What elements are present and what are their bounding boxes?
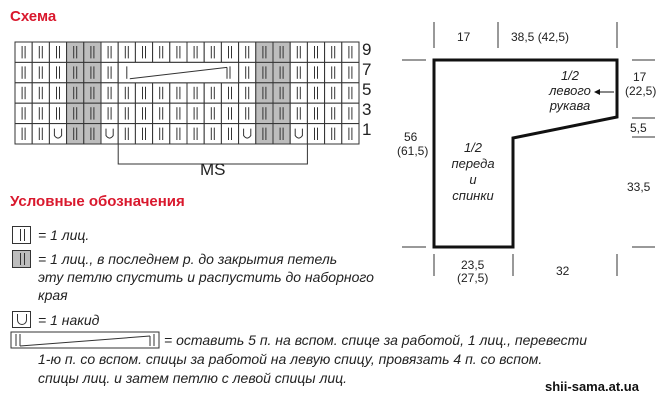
body-label-line: переда bbox=[451, 156, 495, 171]
ms-label: MS bbox=[200, 160, 226, 179]
scheme-title: Схема bbox=[10, 8, 57, 25]
row-number: 7 bbox=[362, 60, 372, 79]
dim-top-left: 17 bbox=[457, 30, 471, 44]
row-number: 1 bbox=[362, 120, 372, 139]
legend-item-yarn-over: = 1 накид bbox=[38, 312, 100, 328]
row-number: 9 bbox=[362, 40, 372, 59]
sleeve-label-line: рукава bbox=[549, 98, 591, 113]
dim-bottom-left: 23,5 bbox=[461, 258, 485, 272]
dim-right-top: 17 bbox=[633, 70, 647, 84]
legend-item-dropped-line1: = 1 лиц., в последнем р. до закрытия петель bbox=[38, 251, 338, 267]
body-label-line: и bbox=[469, 172, 477, 187]
legend-item-cable-line2: 1-ю п. со вспом. спицы за работой на левую спицу, провязать 4 п. со вспом. bbox=[38, 351, 543, 367]
legend-item-dropped-line2: эту петлю спустить и распустить до наборного bbox=[38, 269, 374, 285]
body-label-line: спинки bbox=[452, 188, 494, 203]
legend-item-dropped-line3: края bbox=[38, 287, 68, 303]
sleeve-label-line: 1/2 bbox=[560, 68, 580, 83]
dim-left-height2: (61,5) bbox=[397, 144, 429, 158]
dim-bottom-right: 32 bbox=[556, 264, 570, 278]
legend-title: Условные обозначения bbox=[10, 193, 185, 210]
dim-bottom-left2: (27,5) bbox=[457, 271, 489, 285]
dim-right-top2: (22,5) bbox=[625, 84, 657, 98]
legend-item-cable-line3: спицы лиц. и затем петлю с левой спицы лиц. bbox=[38, 370, 348, 386]
sleeve-label-line: левого bbox=[549, 83, 591, 98]
dim-right-bottom: 33,5 bbox=[627, 180, 651, 194]
row-number: 3 bbox=[362, 100, 372, 119]
watermark: shii-sama.at.ua bbox=[545, 379, 639, 394]
legend-item-cable-line1: = оставить 5 п. на вспом. спице за работой, 1 лиц., перевести bbox=[164, 332, 588, 348]
row-number: 5 bbox=[362, 80, 372, 99]
body-label bbox=[442, 140, 504, 204]
dim-top-right: 38,5 (42,5) bbox=[511, 30, 570, 44]
body-label-line: 1/2 bbox=[463, 140, 483, 155]
dim-left-height: 56 bbox=[404, 130, 418, 144]
dim-right-mid: 5,5 bbox=[630, 121, 647, 135]
legend-item-knit: = 1 лиц. bbox=[38, 227, 90, 243]
sleeve-label bbox=[545, 68, 595, 113]
